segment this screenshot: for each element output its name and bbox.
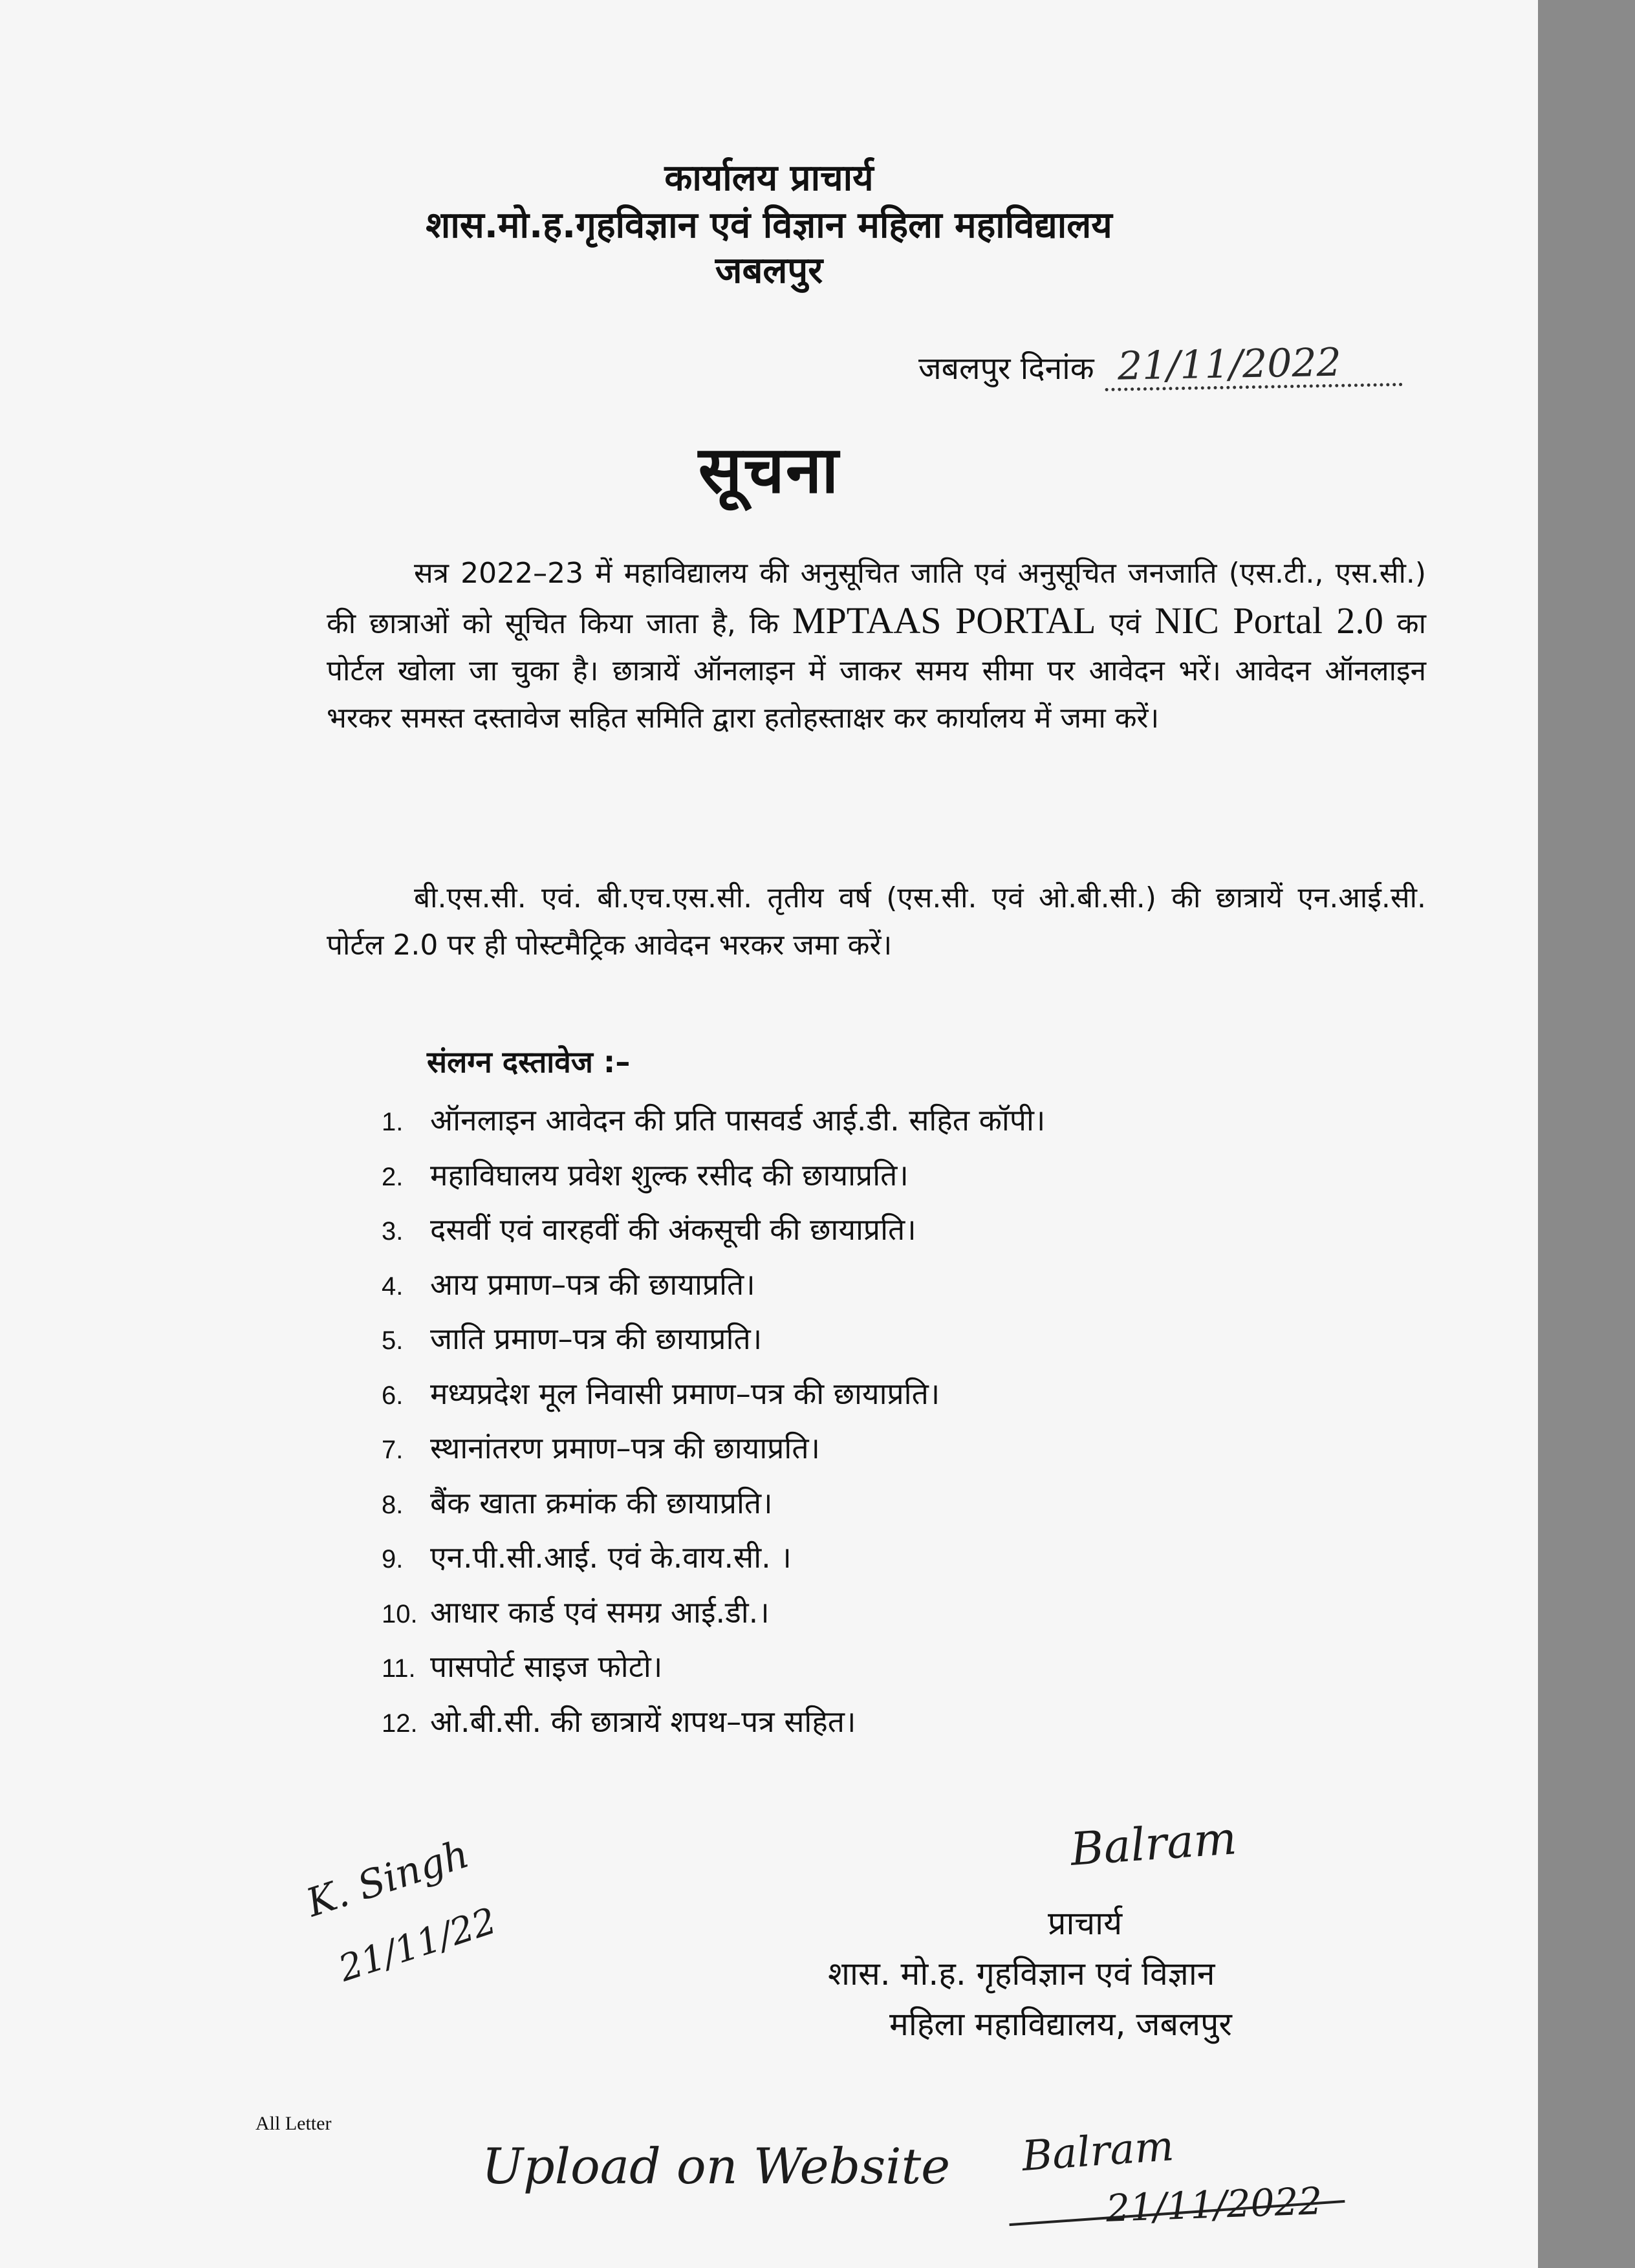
footer-note: All Letter [255,2113,332,2134]
document-item-number: 8. [382,1490,404,1519]
office-heading: कार्यालय प्राचार्य [664,157,874,199]
date-value: 21/11/2022 [1104,340,1402,391]
document-item-number: 10. [382,1599,418,1628]
document-item-text: मध्यप्रदेश मूल निवासी प्रमाण–पत्र की छायाप्रति। [430,1376,940,1411]
date-label: जबलपुर दिनांक [918,351,1094,387]
document-item-number: 2. [382,1162,404,1191]
document-item [382,1202,1045,1257]
document-item-text: आय प्रमाण–पत्र की छायाप्रति। [430,1266,755,1302]
signatory-college-line: महिला महाविद्यालय, जबलपुर [889,2005,1232,2043]
document-item [382,1257,1045,1312]
document-item [382,1530,1045,1585]
document-item-number: 3. [382,1217,404,1246]
document-item-number: 4. [382,1271,404,1301]
document-item [382,1093,1045,1148]
document-item [382,1639,1045,1694]
document-item [382,1366,1045,1421]
document-item [382,1694,1045,1749]
document-item-number: 5. [382,1326,404,1355]
notice-paragraph-2: बी.एस.सी. एवं. बी.एच.एस.सी. तृतीय वर्ष (एस.सी. एवं ओ.बी.सी.) की छात्रायें एन.आई.सी. पोर्टल 2.0 पर ही पोस्टमैट्रिक आवेदन भरकर जमा करें। [327,881,1426,962]
scan-border [1538,0,1635,2268]
signatory-designation: प्राचार्य [1048,1905,1123,1942]
document-item [382,1585,1045,1640]
notice-title: सूचना [698,432,840,508]
bottom-signature: Balram [1020,2122,1176,2181]
document-item-text: आधार कार्ड एवं समग्र आई.डी.। [430,1594,770,1630]
document-item-number: 7. [382,1436,404,1464]
document-item-text: दसवीं एवं वारहवीं की अंकसूची की छायाप्रति। [430,1212,916,1247]
document-item-text: बैंक खाता क्रमांक की छायाप्रति। [430,1485,773,1520]
document-item-text: ओ.बी.सी. की छात्रायें शपथ–पत्र सहित। [430,1703,856,1739]
city-name: जबलपुर [715,250,823,292]
document-item [382,1148,1045,1203]
notice-paragraph-1 [327,550,1426,742]
documents-heading: संलग्न दस्तावेज :– [427,1044,631,1079]
document-item-text: स्थानांतरण प्रमाण–पत्र की छायाप्रति। [430,1431,820,1465]
para1-text-mid: एवं [1096,607,1155,640]
clerk-initials: K. Singh [301,1831,475,1927]
clerk-date: 21/11/22 [334,1899,502,1991]
documents-list [382,1093,1045,1749]
para1-text-after: का पोर्टल खोला जा चुका है। छात्रायें ऑनलाइन में जाकर समय सीमा पर आवेदन भरें। आवेदन ऑनलाइन भरकर समस्त दस्तावेज सहित समिति द्वारा हतोहस्ताक्षर कर कार्यालय में जमा करें। [327,607,1426,735]
principal-signature: Balram [1068,1811,1239,1876]
document-item-number: 1. [382,1108,404,1136]
document-item-text: पासपोर्ट साइज फोटो। [430,1649,663,1684]
college-name: शास.मो.ह.गृहविज्ञान एवं विज्ञान महिला महाविद्यालय [426,204,1112,246]
document-item-text: महाविघालय प्रवेश शुल्क रसीद की छायाप्रति। [430,1157,909,1193]
document-item [382,1312,1045,1366]
document-item [382,1476,1045,1531]
bottom-date: 21/11/2022 [1105,2179,1323,2230]
document-item-number: 6. [382,1381,404,1410]
document-item-text: एन.पी.सी.आई. एवं के.वाय.सी. । [430,1540,792,1575]
signatory-college-line: शास. मो.ह. गृहविज्ञान एवं विज्ञान [828,1955,1215,1993]
para1-text-before: सत्र 2022–23 में महाविद्यालय की अनुसूचित जाति एवं अनुसूचित जनजाति (एस.टी., एस.सी.) की छात्राओं को सूचित किया जाता है, कि [327,557,1426,640]
date-line [918,340,1402,389]
portal-name-mptaas: MPTAAS PORTAL [792,599,1096,642]
document-item-text: जाति प्रमाण–पत्र की छायाप्रति। [430,1321,763,1356]
document-item [382,1421,1045,1476]
document-item-text: ऑनलाइन आवेदन की प्रति पासवर्ड आई.डी. सहित कॉपी। [430,1103,1046,1138]
signature-block [828,1898,1410,2049]
document-item-number: 9. [382,1545,404,1573]
portal-name-nic: NIC Portal 2.0 [1154,599,1383,642]
document-item-number: 11. [382,1654,416,1683]
upload-note: Upload on Website [482,2137,951,2195]
document-item-number: 12. [382,1709,418,1738]
